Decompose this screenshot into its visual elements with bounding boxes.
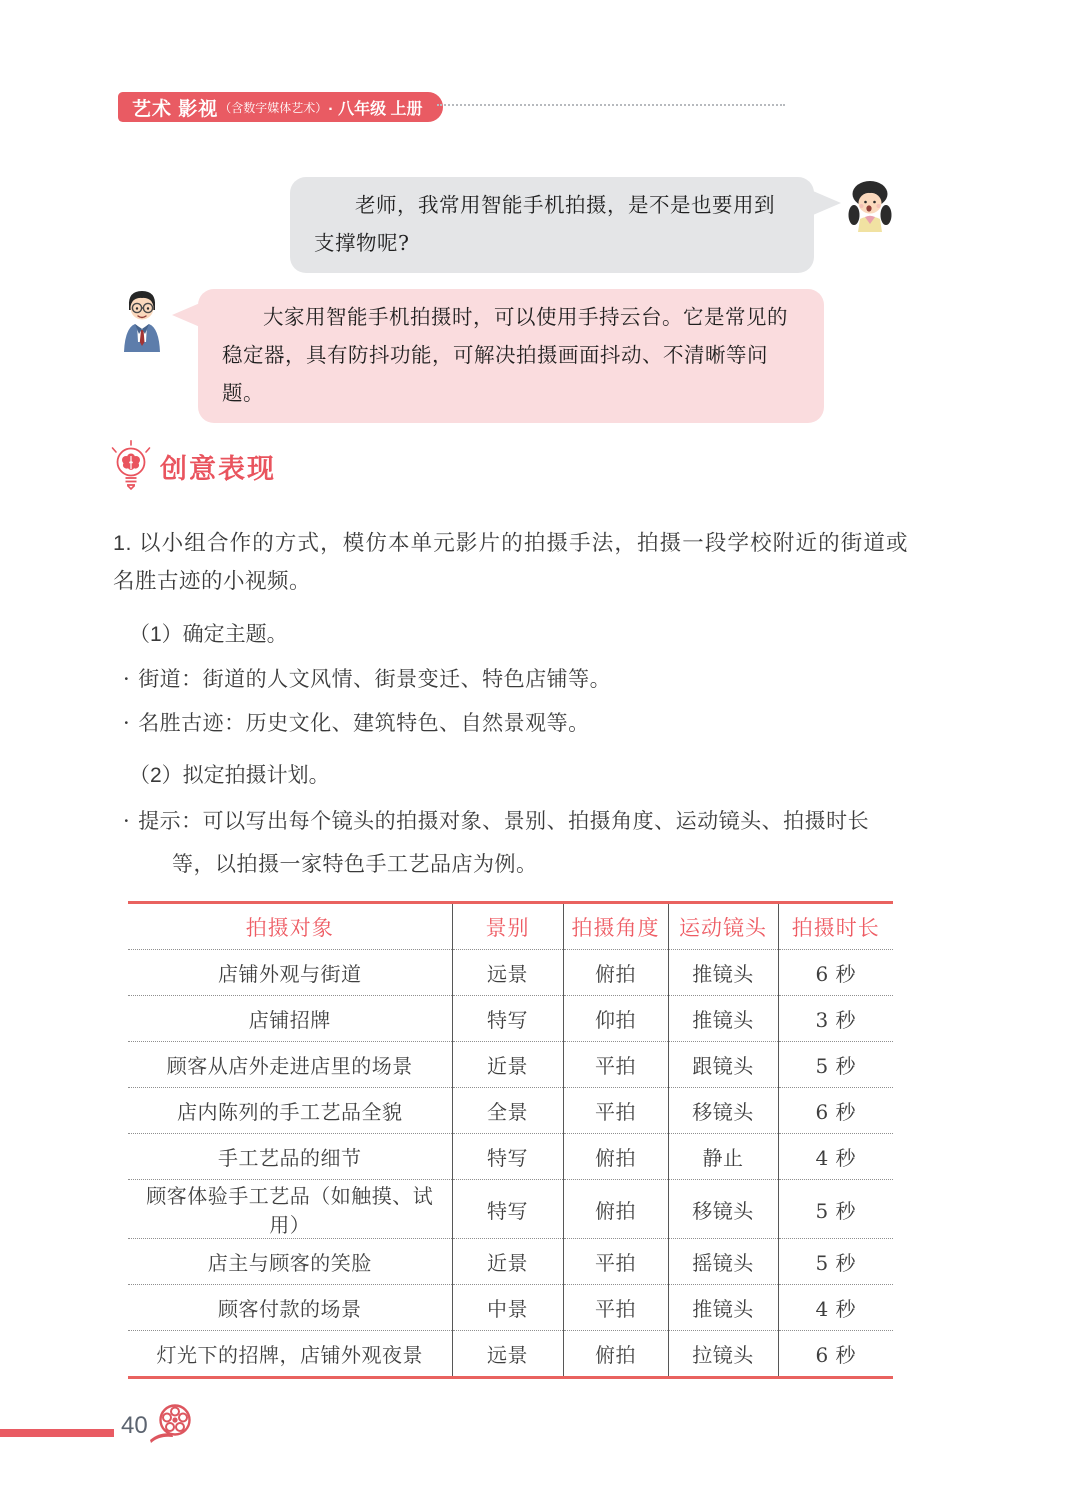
- cell-subject: 顾客从店外走进店里的场景: [128, 1042, 452, 1088]
- table-row: [128, 996, 893, 1042]
- task-sub-2: （2）拟定拍摄计划。: [129, 764, 330, 787]
- page-number: 40: [121, 1412, 148, 1439]
- task-content: [113, 524, 908, 886]
- column-header-duration: 拍摄时长: [778, 903, 893, 950]
- cell-angle: 平拍: [563, 1088, 668, 1134]
- cell-duration: 5 秒: [778, 1180, 893, 1239]
- cell-angle: 俯拍: [563, 1180, 668, 1239]
- girl-avatar: [845, 179, 895, 242]
- cell-duration: 3 秒: [778, 996, 893, 1042]
- table-row: [128, 1134, 893, 1180]
- badge-main-text: 艺术 影视: [132, 98, 219, 120]
- table-row: [128, 1180, 893, 1239]
- table-header-row: [128, 903, 893, 950]
- teacher-speech-bubble: [198, 289, 824, 423]
- column-header-shot: 景别: [452, 903, 563, 950]
- cell-move: 跟镜头: [668, 1042, 778, 1088]
- bullet-sites-text: 名胜古迹：历史文化、建筑特色、自然景观等。: [138, 711, 590, 735]
- girl-avatar-icon: [845, 179, 895, 237]
- cell-shot: 全景: [452, 1088, 563, 1134]
- cell-move: 移镜头: [668, 1088, 778, 1134]
- footer-red-bar: [0, 1429, 114, 1437]
- teacher-avatar-icon: [115, 286, 169, 352]
- cell-move: 拉镜头: [668, 1331, 778, 1378]
- cell-move: 推镜头: [668, 950, 778, 996]
- table-row: [128, 1285, 893, 1331]
- shooting-plan-table: [128, 901, 893, 1379]
- badge-rest-text: · 八年级 上册: [328, 100, 423, 118]
- column-header-subject: 拍摄对象: [128, 903, 452, 950]
- cell-move: 静止: [668, 1134, 778, 1180]
- bullet-hint-text: 提示：可以写出每个镜头的拍摄对象、景别、拍摄角度、运动镜头、拍摄时长等，以拍摄一家特色手工艺品店为例。: [138, 809, 870, 876]
- task-bullet-sites: [123, 708, 908, 738]
- cell-shot: 近景: [452, 1042, 563, 1088]
- bullet-mark: ·: [123, 711, 131, 735]
- student-speech-bubble: [290, 177, 814, 273]
- cell-move: 推镜头: [668, 1285, 778, 1331]
- cell-angle: 仰拍: [563, 996, 668, 1042]
- student-bubble-tail: [813, 191, 841, 215]
- film-reel-icon: [150, 1402, 194, 1453]
- cell-angle: 平拍: [563, 1285, 668, 1331]
- student-speech-text: 老师，我常用智能手机拍摄，是不是也要用到支撑物呢?: [314, 193, 775, 255]
- cell-subject: 店内陈列的手工艺品全貌: [128, 1088, 452, 1134]
- cell-angle: 平拍: [563, 1239, 668, 1285]
- badge-paren-text: （含数字媒体艺术）: [219, 100, 328, 115]
- cell-shot: 特写: [452, 996, 563, 1042]
- lightbulb-brain-icon: [111, 440, 151, 492]
- bullet-mark: ·: [123, 667, 131, 691]
- cell-duration: 6 秒: [778, 1331, 893, 1378]
- table-row: [128, 1088, 893, 1134]
- cell-subject: 店铺招牌: [128, 996, 452, 1042]
- cell-shot: 远景: [452, 1331, 563, 1378]
- task-bullet-hint: [123, 800, 908, 886]
- section-header: [111, 440, 276, 492]
- cell-shot: 特写: [452, 1180, 563, 1239]
- table-row: [128, 1331, 893, 1378]
- header-dotted-rule: [437, 104, 785, 106]
- task-sub-1: （1）确定主题。: [129, 623, 288, 646]
- cell-duration: 6 秒: [778, 1088, 893, 1134]
- cell-subject: 店铺外观与街道: [128, 950, 452, 996]
- cell-shot: 特写: [452, 1134, 563, 1180]
- task-bullet-street: [123, 664, 908, 694]
- table-row: [128, 1239, 893, 1285]
- cell-subject: 顾客付款的场景: [128, 1285, 452, 1331]
- cell-angle: 俯拍: [563, 950, 668, 996]
- cell-move: 摇镜头: [668, 1239, 778, 1285]
- cell-move: 推镜头: [668, 996, 778, 1042]
- teacher-bubble-tail: [172, 303, 200, 327]
- table-row: [128, 1042, 893, 1088]
- teacher-speech-text: 大家用智能手机拍摄时，可以使用手持云台。它是常见的稳定器，具有防抖功能，可解决拍摄画面抖动、不清晰等问题。: [222, 305, 788, 405]
- cell-shot: 中景: [452, 1285, 563, 1331]
- cell-duration: 5 秒: [778, 1042, 893, 1088]
- cell-duration: 4 秒: [778, 1134, 893, 1180]
- cell-duration: 4 秒: [778, 1285, 893, 1331]
- teacher-avatar: [115, 286, 169, 357]
- cell-subject: 顾客体验手工艺品（如触摸、试用）: [128, 1180, 452, 1239]
- table-row: [128, 950, 893, 996]
- task-item-1: 1. 以小组合作的方式，模仿本单元影片的拍摄手法，拍摄一段学校附近的街道或名胜古迹的小视频。: [113, 531, 908, 593]
- film-reel-icon-svg: [150, 1402, 194, 1448]
- cell-angle: 俯拍: [563, 1331, 668, 1378]
- cell-shot: 远景: [452, 950, 563, 996]
- bullet-street-text: 街道：街道的人文风情、街景变迁、特色店铺等。: [138, 667, 612, 691]
- bullet-mark: ·: [123, 809, 131, 833]
- cell-duration: 5 秒: [778, 1239, 893, 1285]
- cell-move: 移镜头: [668, 1180, 778, 1239]
- cell-duration: 6 秒: [778, 950, 893, 996]
- book-title-badge: [118, 92, 443, 122]
- cell-subject: 手工艺品的细节: [128, 1134, 452, 1180]
- cell-angle: 平拍: [563, 1042, 668, 1088]
- cell-angle: 俯拍: [563, 1134, 668, 1180]
- cell-shot: 近景: [452, 1239, 563, 1285]
- column-header-move: 运动镜头: [668, 903, 778, 950]
- column-header-angle: 拍摄角度: [563, 903, 668, 950]
- section-title: 创意表现: [160, 453, 276, 484]
- cell-subject: 灯光下的招牌，店铺外观夜景: [156, 1343, 423, 1367]
- cell-subject: 店主与顾客的笑脸: [128, 1239, 452, 1285]
